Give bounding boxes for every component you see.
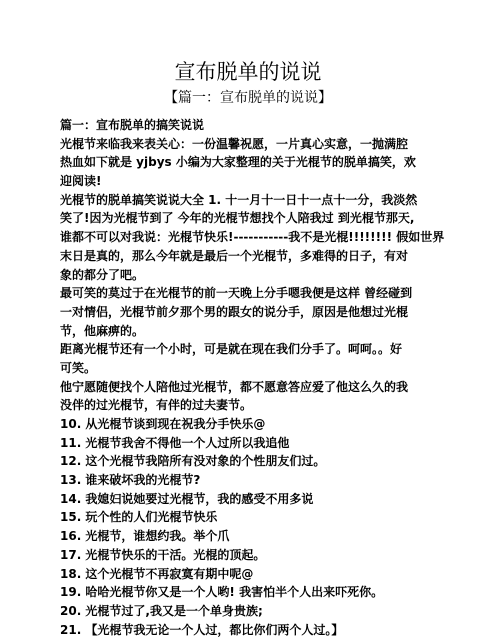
text-line: 19. 哈哈光棍节你又是一个人哟! 我害怕半个人出来吓死你。 (60, 585, 384, 600)
text-line: 距离光棍节还有一个小时，可是就在现在我们分手了。呵呵。。好 (60, 342, 403, 357)
text-line: 他宁愿随便找个人陪他过光棍节，都不愿意答应爱了他这么久的我 (60, 379, 409, 394)
text-line: 没伴的过光棍节，有伴的过夫妻节。 (60, 398, 253, 413)
text-line: 10. 从光棍节谈到现在祝我分手快乐@ (60, 417, 266, 431)
text-line: 光棍节来临我来表关心：一份温馨祝愿，一片真心实意，一抛满腔 (60, 136, 409, 151)
text-line: 14. 我媳妇说她要过光棍节，我的感受不用多说 (60, 491, 314, 506)
document-body (60, 116, 445, 637)
text-line: 光棍节的脱单搞笑说说大全 1. 十一月十一日十一点十一分，我淡然 (60, 192, 418, 207)
text-line: 笑了!因为光棍节到了 今年的光棍节想找个人陪我过 到光棍节那天, (60, 211, 415, 226)
text-line: 12. 这个光棍节我陪所有没对象的个性朋友们过。 (60, 454, 326, 469)
text-line: 末日是真的，那么今年就是最后一个光棍节，多难得的日子，有对 (60, 248, 409, 263)
text-line: 节，他麻痹的。 (60, 323, 145, 338)
text-line: 谁都不可以对我说：光棍节快乐!-----------我不是光棍!!!!!!!! 假如世界 (60, 230, 445, 245)
text-line: 17. 光棍节快乐的干活。光棍的顶起。 (60, 547, 266, 562)
text-line: 21. 【光棍节我无论一个人过，都比你们两个人过。】 (60, 622, 344, 637)
text-line: 篇一：宣布脱单的搞笑说说 (60, 118, 205, 132)
text-line: 最可笑的莫过于在光棍节的前一天晚上分手嗯我便是这样 曾经碰到 (60, 286, 413, 301)
text-line: 热血如下就是 yjbys 小编为大家整理的关于光棍节的脱单搞笑，欢 (60, 155, 416, 170)
text-line: 13. 谁来破坏我的光棍节? (60, 473, 201, 488)
document-title: 宣布脱单的说说 (174, 60, 322, 84)
text-line: 15. 玩个性的人们光棍节快乐 (60, 510, 218, 525)
text-line: 18. 这个光棍节不再寂寞有期中呢@ (60, 566, 254, 581)
text-line: 迎阅读! (60, 174, 102, 189)
document-subtitle: 【篇一：宣布脱单的说说】 (164, 90, 332, 106)
text-line: 16. 光棍节，谁想约我。举个爪 (60, 529, 230, 544)
text-line: 20. 光棍节过了,我又是一个单身贵族; (60, 603, 263, 618)
text-line: 一对情侣，光棍节前夕那个男的跟女的说分手，原因是他想过光棍 (60, 304, 409, 319)
text-line: 可笑。 (60, 360, 97, 375)
text-line: 11. 光棍节我舍不得他一个人过所以我追他 (60, 435, 290, 450)
text-line: 象的都分了吧。 (60, 267, 145, 282)
